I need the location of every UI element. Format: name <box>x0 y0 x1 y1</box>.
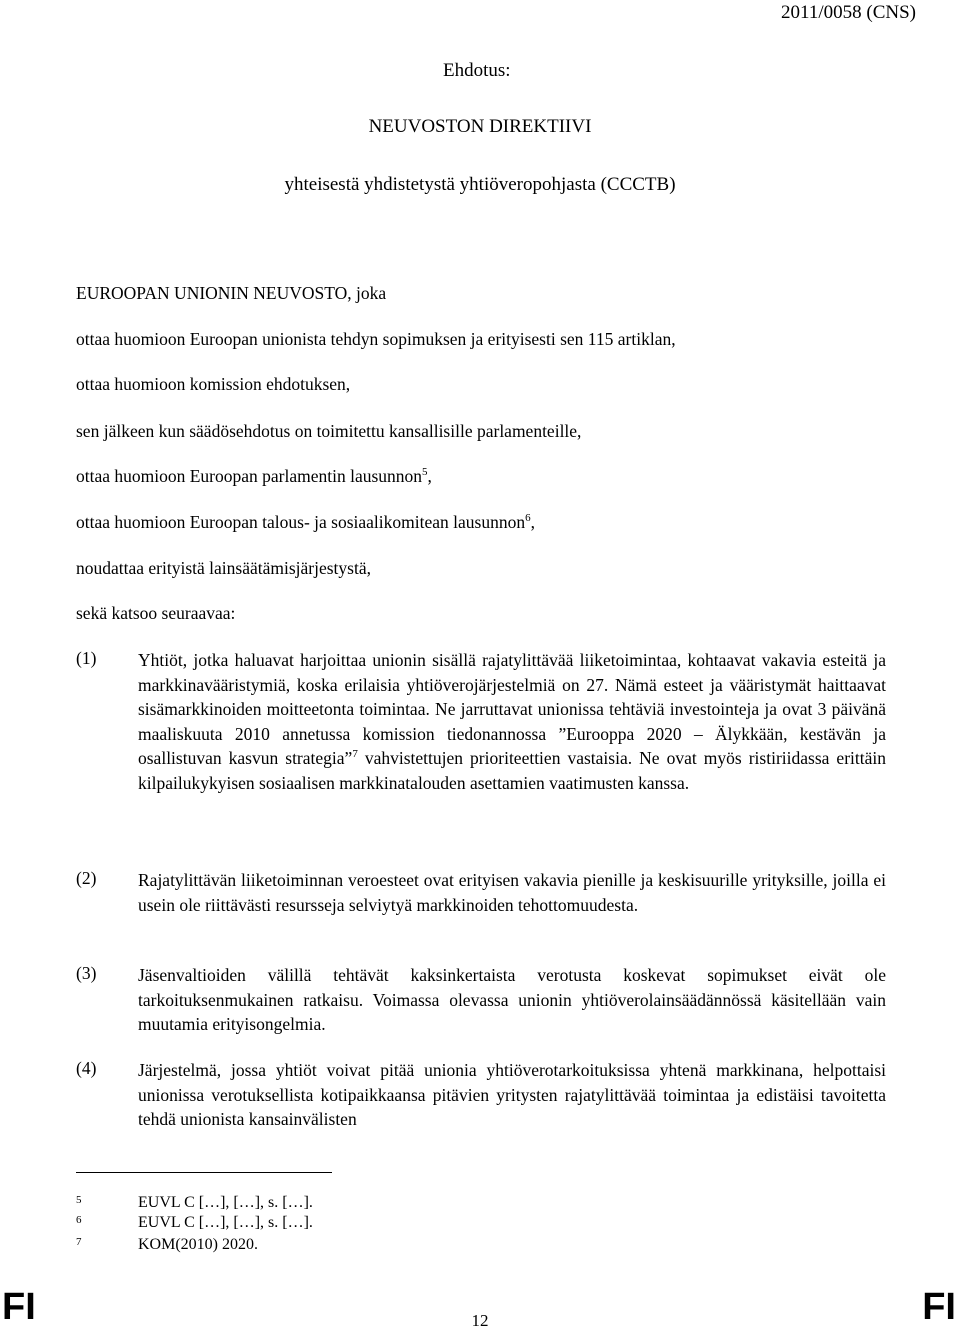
intro-line: ottaa huomioon Euroopan unionista tehdyn sopimuksen ja erityisesti sen 115 artiklan, <box>76 329 676 349</box>
recital-text: Rajatylittävän liiketoiminnan veroesteet ovat erityisen vakavia pienille ja keskisuurille yrityksille, joilla ei usein ole riittävästi resursseja selviytyä markkinoiden tehottomuudesta. <box>138 870 886 915</box>
language-code-right: FI <box>922 1286 956 1328</box>
intro-line: ottaa huomioon Euroopan parlamentin lausunnon$^5$, <box>76 466 432 486</box>
document-reference: 2011/0058 (CNS) <box>781 2 916 23</box>
proposal-label: Ehdotus: <box>443 60 511 81</box>
footnote-ref: 6 <box>525 512 531 524</box>
document-subtitle: yhteisestä yhdistetystä yhtiöveropohjasta (CCCTB) <box>284 174 676 195</box>
intro-line: noudattaa erityistä lainsäätämisjärjestystä, <box>76 558 371 578</box>
footnote-text: EUVL C […], […], s. […]. <box>138 1194 313 1211</box>
recital-number: (3) <box>76 963 97 983</box>
recital-text: Yhtiöt, jotka haluavat harjoittaa unionin sisällä rajatylittävää liiketoimintaa, kohtaavat vakavia esteitä ja markkinavääristymiä, koska erilaisia yhtiöverojärjestelmiä on 27. Nämä esteet ja vääristymät haittaavat sisämarkkinoiden moitteetonta toimintaa. Ne jarruttavat unionissa tehtäviä investointeja ja ovat 3 päivänä maaliskuuta 2010 annetussa komission tiedonannossa ”Eurooppa 2020 – Älykkään, kestävän ja osallistuvan kasvun strategia”$^7$ vahvistettujen prioriteettien vastaisia. Ne ovat myös ristiriidassa erittäin kilpailukykyisen sosiaalisen markkinatalouden asettamien vaatimusten kanssa. <box>138 650 886 793</box>
footnote-ref: 5 <box>422 466 428 478</box>
document-title: NEUVOSTON DIREKTIIVI <box>368 116 592 137</box>
intro-line: ottaa huomioon Euroopan talous- ja sosiaalikomitean lausunnon$^6$, <box>76 512 535 532</box>
language-code-left: FI <box>2 1286 36 1328</box>
intro-line: sen jälkeen kun säädösehdotus on toimitettu kansallisille parlamenteille, <box>76 421 582 441</box>
footnote-number: 7 <box>76 1236 82 1248</box>
recital-text: Järjestelmä, jossa yhtiöt voivat pitää unionia yhtiöverotarkoituksissa yhtenä markkinana, helpottaisi unionissa verotuksellista kotipaikkaansa pitävien yritysten rajatylittävää toimintaa ja edistäisi tavoitetta tehdä unionista kansainvälisten <box>138 1060 886 1130</box>
recital-number: (4) <box>76 1058 97 1078</box>
footnote-number: 5 <box>76 1194 82 1206</box>
page-number: 12 <box>471 1311 489 1330</box>
footnote-text: EUVL C […], […], s. […]. <box>138 1214 313 1231</box>
intro-line: ottaa huomioon komission ehdotuksen, <box>76 374 351 394</box>
recital-number: (1) <box>76 648 97 668</box>
footnote-text: KOM(2010) 2020. <box>138 1236 258 1253</box>
footnote-separator <box>76 1172 332 1173</box>
recital-text: Jäsenvaltioiden välillä tehtävät kaksinkertaista verotusta koskevat sopimukset eivät ole tarkoituksenmukainen ratkaisu. Voimassa olevassa unionin yhtiöverolainsäädännössä käsitellään vain muutamia erityisongelmia. <box>138 965 886 1035</box>
intro-line: sekä katsoo seuraavaa: <box>76 603 236 623</box>
intro-line: EUROOPAN UNIONIN NEUVOSTO, joka <box>76 283 387 303</box>
footnote-number: 6 <box>76 1214 82 1226</box>
recital-number: (2) <box>76 868 97 888</box>
footnote-ref: 7 <box>352 748 358 761</box>
